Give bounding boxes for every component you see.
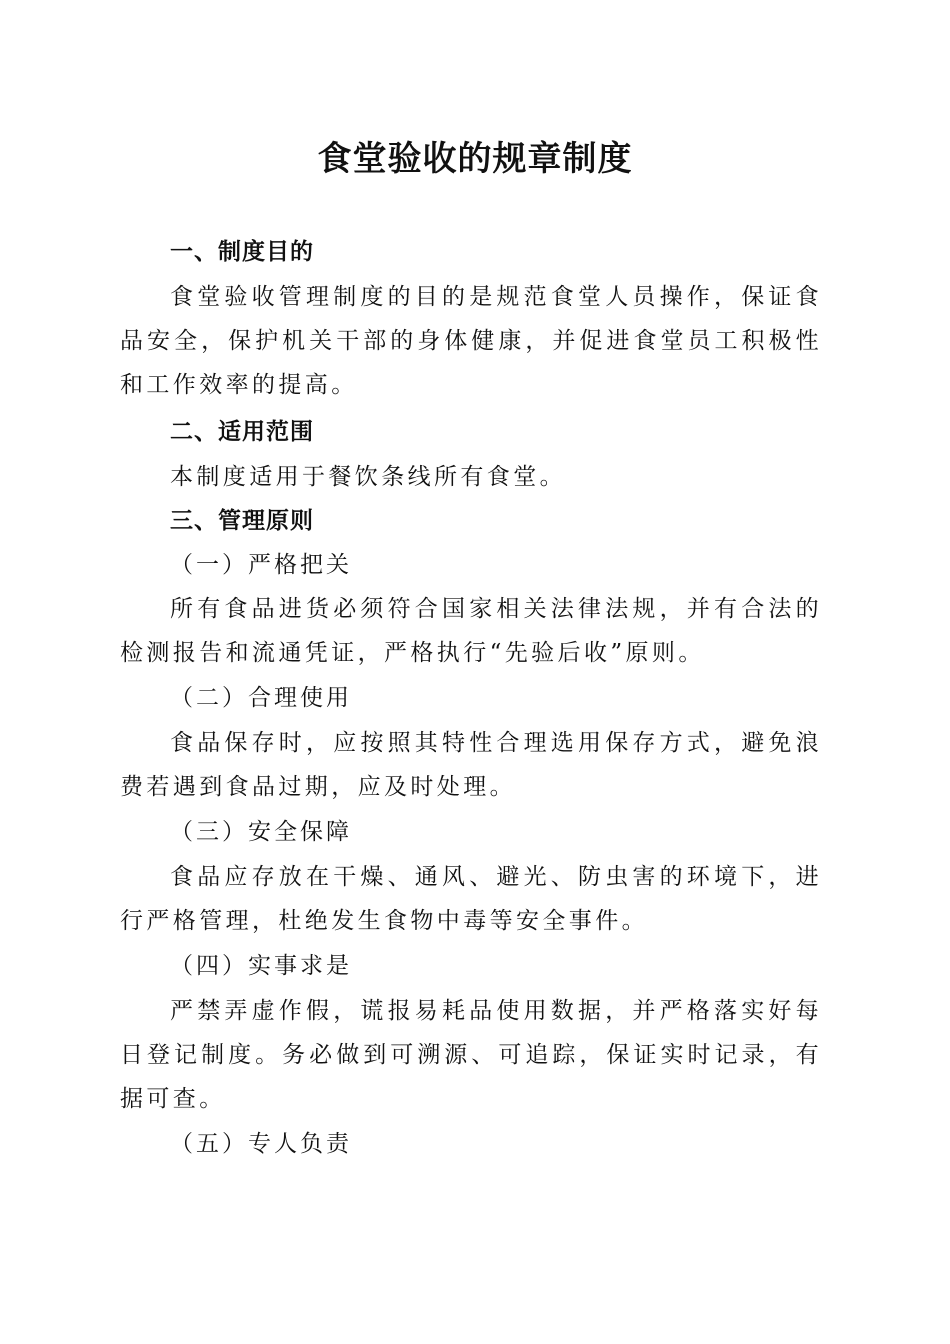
section-heading-principles: 三、管理原则 xyxy=(170,508,314,534)
subsection-paragraph-safety: 食品应存放在干燥、通风、避光、防虫害的环境下，进行严格管理，杜绝发生食物中毒等安全事件。 xyxy=(120,864,822,934)
subsection-paragraph-truthfulness: 严禁弄虚作假，谎报易耗品使用数据，并严格落实好每日登记制度。务必做到可溯源、可追踪，保证实时记录，有据可查。 xyxy=(120,998,822,1112)
document-title: 食堂验收的规章制度 xyxy=(317,139,633,179)
subsection-paragraph-strict-control: 所有食品进货必须符合国家相关法律法规，并有合法的检测报告和流通凭证，严格执行“先验后收”原则。 xyxy=(120,596,822,666)
section-heading-purpose: 一、制度目的 xyxy=(170,239,314,265)
subsection-heading-reasonable-use: （二）合理使用 xyxy=(170,685,352,711)
subsection-paragraph-reasonable-use: 食品保存时，应按照其特性合理选用保存方式，避免浪费若遇到食品过期，应及时处理。 xyxy=(120,730,822,800)
subsection-heading-strict-control: （一）严格把关 xyxy=(170,552,352,578)
section-paragraph-scope: 本制度适用于餐饮条线所有食堂。 xyxy=(170,464,566,490)
subsection-heading-responsibility: （五）专人负责 xyxy=(170,1131,352,1157)
subsection-heading-safety: （三）安全保障 xyxy=(170,819,352,845)
section-heading-scope: 二、适用范围 xyxy=(170,419,314,445)
subsection-heading-truthfulness: （四）实事求是 xyxy=(170,953,352,979)
section-paragraph-purpose: 食堂验收管理制度的目的是规范食堂人员操作，保证食品安全，保护机关干部的身体健康，并促进食堂员工积极性和工作效率的提高。 xyxy=(120,284,822,398)
